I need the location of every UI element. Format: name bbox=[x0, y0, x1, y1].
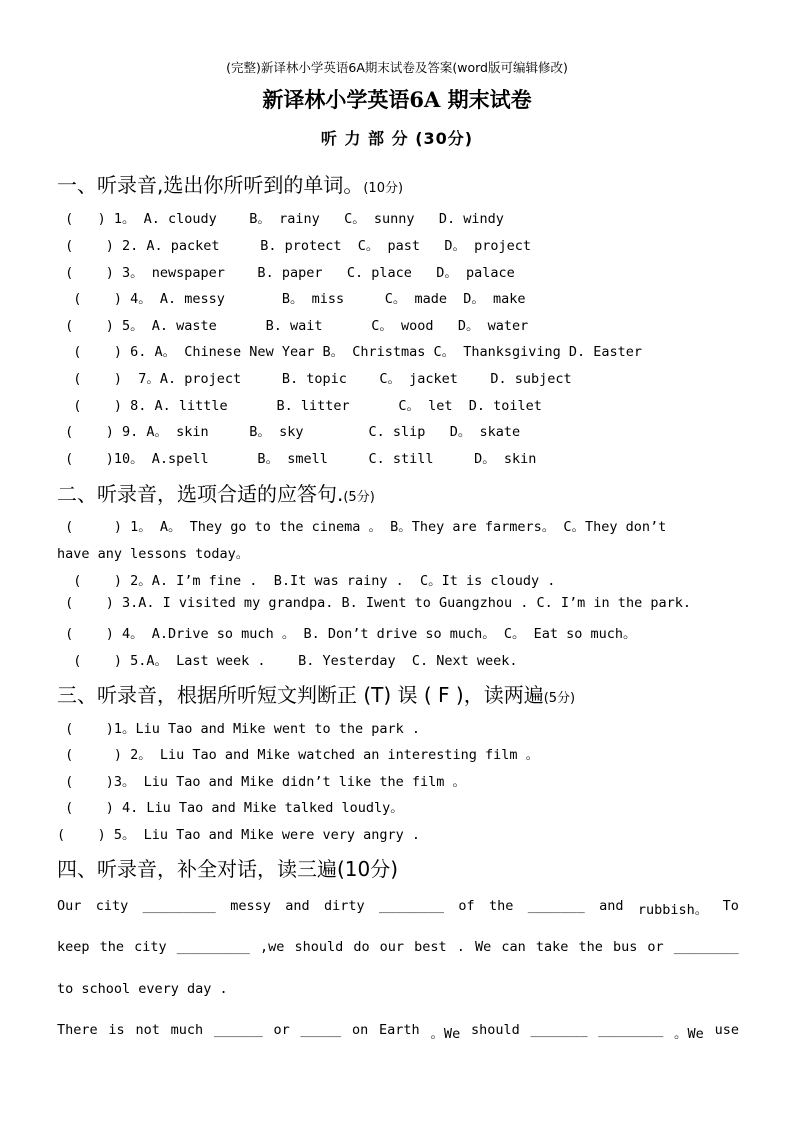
cloze-word: bus bbox=[612, 939, 638, 955]
cloze-word: To bbox=[722, 898, 739, 914]
cloze-word: take bbox=[535, 939, 569, 955]
question-item: ( ) 4。 A. messy B。 miss C。 made D。 make bbox=[57, 291, 526, 307]
cloze-word: is bbox=[108, 1022, 125, 1038]
section4-heading bbox=[57, 853, 398, 882]
cloze-word: the bbox=[489, 898, 514, 914]
section2-heading-text: 二、听录音，选项合适的应答句. bbox=[57, 482, 344, 506]
cloze-paragraph-line-4 bbox=[57, 1022, 739, 1042]
section1-heading bbox=[57, 169, 403, 198]
question-item: ( ) 3.A. I visited my grandpa. B. Iwent to Guangzhou . C. I’m in the park. bbox=[57, 595, 691, 611]
cloze-word: should bbox=[294, 939, 344, 955]
section1-points: (10分) bbox=[363, 181, 404, 196]
section3-heading bbox=[57, 679, 575, 708]
cloze-blank: _______ bbox=[530, 1022, 588, 1038]
question-item: ( ) 7。A. project B. topic C。 jacket D. subject bbox=[57, 371, 572, 387]
cloze-word: city bbox=[134, 939, 167, 955]
cloze-word: not bbox=[135, 1022, 160, 1038]
cloze-word: should bbox=[470, 1022, 520, 1038]
cloze-blank: _____ bbox=[300, 1022, 342, 1038]
cloze-word: much bbox=[170, 1022, 204, 1038]
cloze-paragraph-line-1 bbox=[57, 898, 739, 918]
cloze-word: ,we bbox=[259, 939, 285, 955]
question-item: ( ) 1。 A. cloudy B。 rainy C。 sunny D. windy bbox=[57, 211, 504, 227]
cloze-blank: ________ bbox=[598, 1022, 664, 1038]
question-item: ( ) 5。 A. waste B. wait C。 wood D。 water bbox=[57, 318, 529, 334]
cloze-word: do bbox=[353, 939, 370, 955]
cloze-word: 。We bbox=[674, 1026, 704, 1042]
question-item: ( ) 2。 Liu Tao and Mike watched an interesting film 。 bbox=[57, 747, 540, 763]
cloze-word: We bbox=[475, 939, 492, 955]
cloze-word: or bbox=[647, 939, 664, 955]
question-item: ( ) 9. A。 skin B。 sky C. slip D。 skate bbox=[57, 424, 521, 440]
section2-points: (5分) bbox=[343, 490, 375, 505]
section4-heading-text: 四、听录音，补全对话，读三遍(10分) bbox=[57, 857, 399, 881]
cloze-word: and bbox=[285, 898, 310, 914]
cloze-word: can bbox=[501, 939, 526, 955]
cloze-paragraph-line-2 bbox=[57, 939, 739, 955]
cloze-blank: ______ bbox=[213, 1022, 263, 1038]
question-item: ( )10。 A.spell B。 smell C. still D。 skin bbox=[57, 451, 537, 467]
cloze-word: best bbox=[414, 939, 447, 955]
cloze-blank: ________ bbox=[673, 939, 739, 955]
question-item: ( ) 4。 A.Drive so much 。 B. Don’t drive so much。 C。 Eat so much。 bbox=[57, 626, 637, 642]
cloze-blank: ________ bbox=[378, 898, 445, 914]
cloze-word: the bbox=[578, 939, 603, 955]
cloze-word: and bbox=[599, 898, 624, 914]
cloze-word: keep bbox=[57, 939, 90, 955]
cloze-word: Our bbox=[57, 898, 82, 914]
question-item: ( ) 8. A. little B. litter C。 let D. toilet bbox=[57, 398, 542, 414]
question-item: ( ) 3。 newspaper B. paper C. place D。 palace bbox=[57, 265, 515, 281]
exam-title: 新译林小学英语6A 期末试卷 bbox=[262, 87, 532, 112]
cloze-word: of bbox=[458, 898, 475, 914]
question-item: ( )3。 Liu Tao and Mike didn’t like the film 。 bbox=[57, 774, 467, 790]
cloze-word: messy bbox=[230, 898, 271, 914]
cloze-word: on bbox=[351, 1022, 369, 1038]
section3-points: (5分) bbox=[543, 691, 576, 706]
cloze-word: or bbox=[273, 1022, 290, 1038]
cloze-word: the bbox=[99, 939, 124, 955]
cloze-blank: _______ bbox=[527, 898, 585, 914]
question-item: ( ) 6. A。 Chinese New Year B。 Christmas C。 Thanksgiving D. Easter bbox=[57, 344, 643, 360]
section1-heading-text: 一、听录音,选出你所听到的单词。 bbox=[57, 173, 364, 197]
cloze-word: rubbish。 bbox=[637, 902, 709, 918]
cloze-word: . bbox=[456, 939, 465, 955]
cloze-paragraph-line-3: to school every day . bbox=[57, 981, 228, 997]
question-item: ( ) 1。 A。 They go to the cinema 。 B。They are farmers。 C。They don’t bbox=[57, 519, 667, 535]
cloze-blank: _________ bbox=[142, 898, 216, 914]
cloze-word: our bbox=[379, 939, 405, 955]
cloze-word: city bbox=[95, 898, 129, 914]
cloze-word: There bbox=[57, 1022, 98, 1038]
cloze-blank: _________ bbox=[176, 939, 250, 955]
question-item: ( ) 2. A. packet B. protect C。 past D。 project bbox=[57, 238, 532, 254]
cloze-word: use bbox=[714, 1022, 739, 1038]
question-item-continuation: have any lessons today。 bbox=[57, 546, 250, 562]
cloze-word: dirty bbox=[323, 898, 365, 914]
section3-heading-text: 三、听录音，根据所听短文判断正 (T) 误 ( F )，读两遍 bbox=[57, 683, 544, 707]
header-note: (完整)新译林小学英语6A期末试卷及答案(word版可编辑修改) bbox=[226, 60, 568, 75]
cloze-word: 。We bbox=[430, 1026, 461, 1042]
question-item: ( ) 5。 Liu Tao and Mike were very angry . bbox=[57, 827, 420, 843]
question-item: ( )1。Liu Tao and Mike went to the park . bbox=[57, 721, 420, 737]
cloze-word: Earth bbox=[379, 1022, 420, 1038]
question-item: ( ) 5.A。 Last week . B. Yesterday C. Next week. bbox=[57, 653, 518, 669]
section2-heading bbox=[57, 478, 375, 507]
listening-section-title: 听 力 部 分 (30分) bbox=[320, 129, 474, 148]
question-item: ( ) 4. Liu Tao and Mike talked loudly。 bbox=[57, 800, 404, 816]
question-item: ( ) 2。A. I’m fine . B.It was rainy . C。It is cloudy . bbox=[57, 573, 556, 589]
